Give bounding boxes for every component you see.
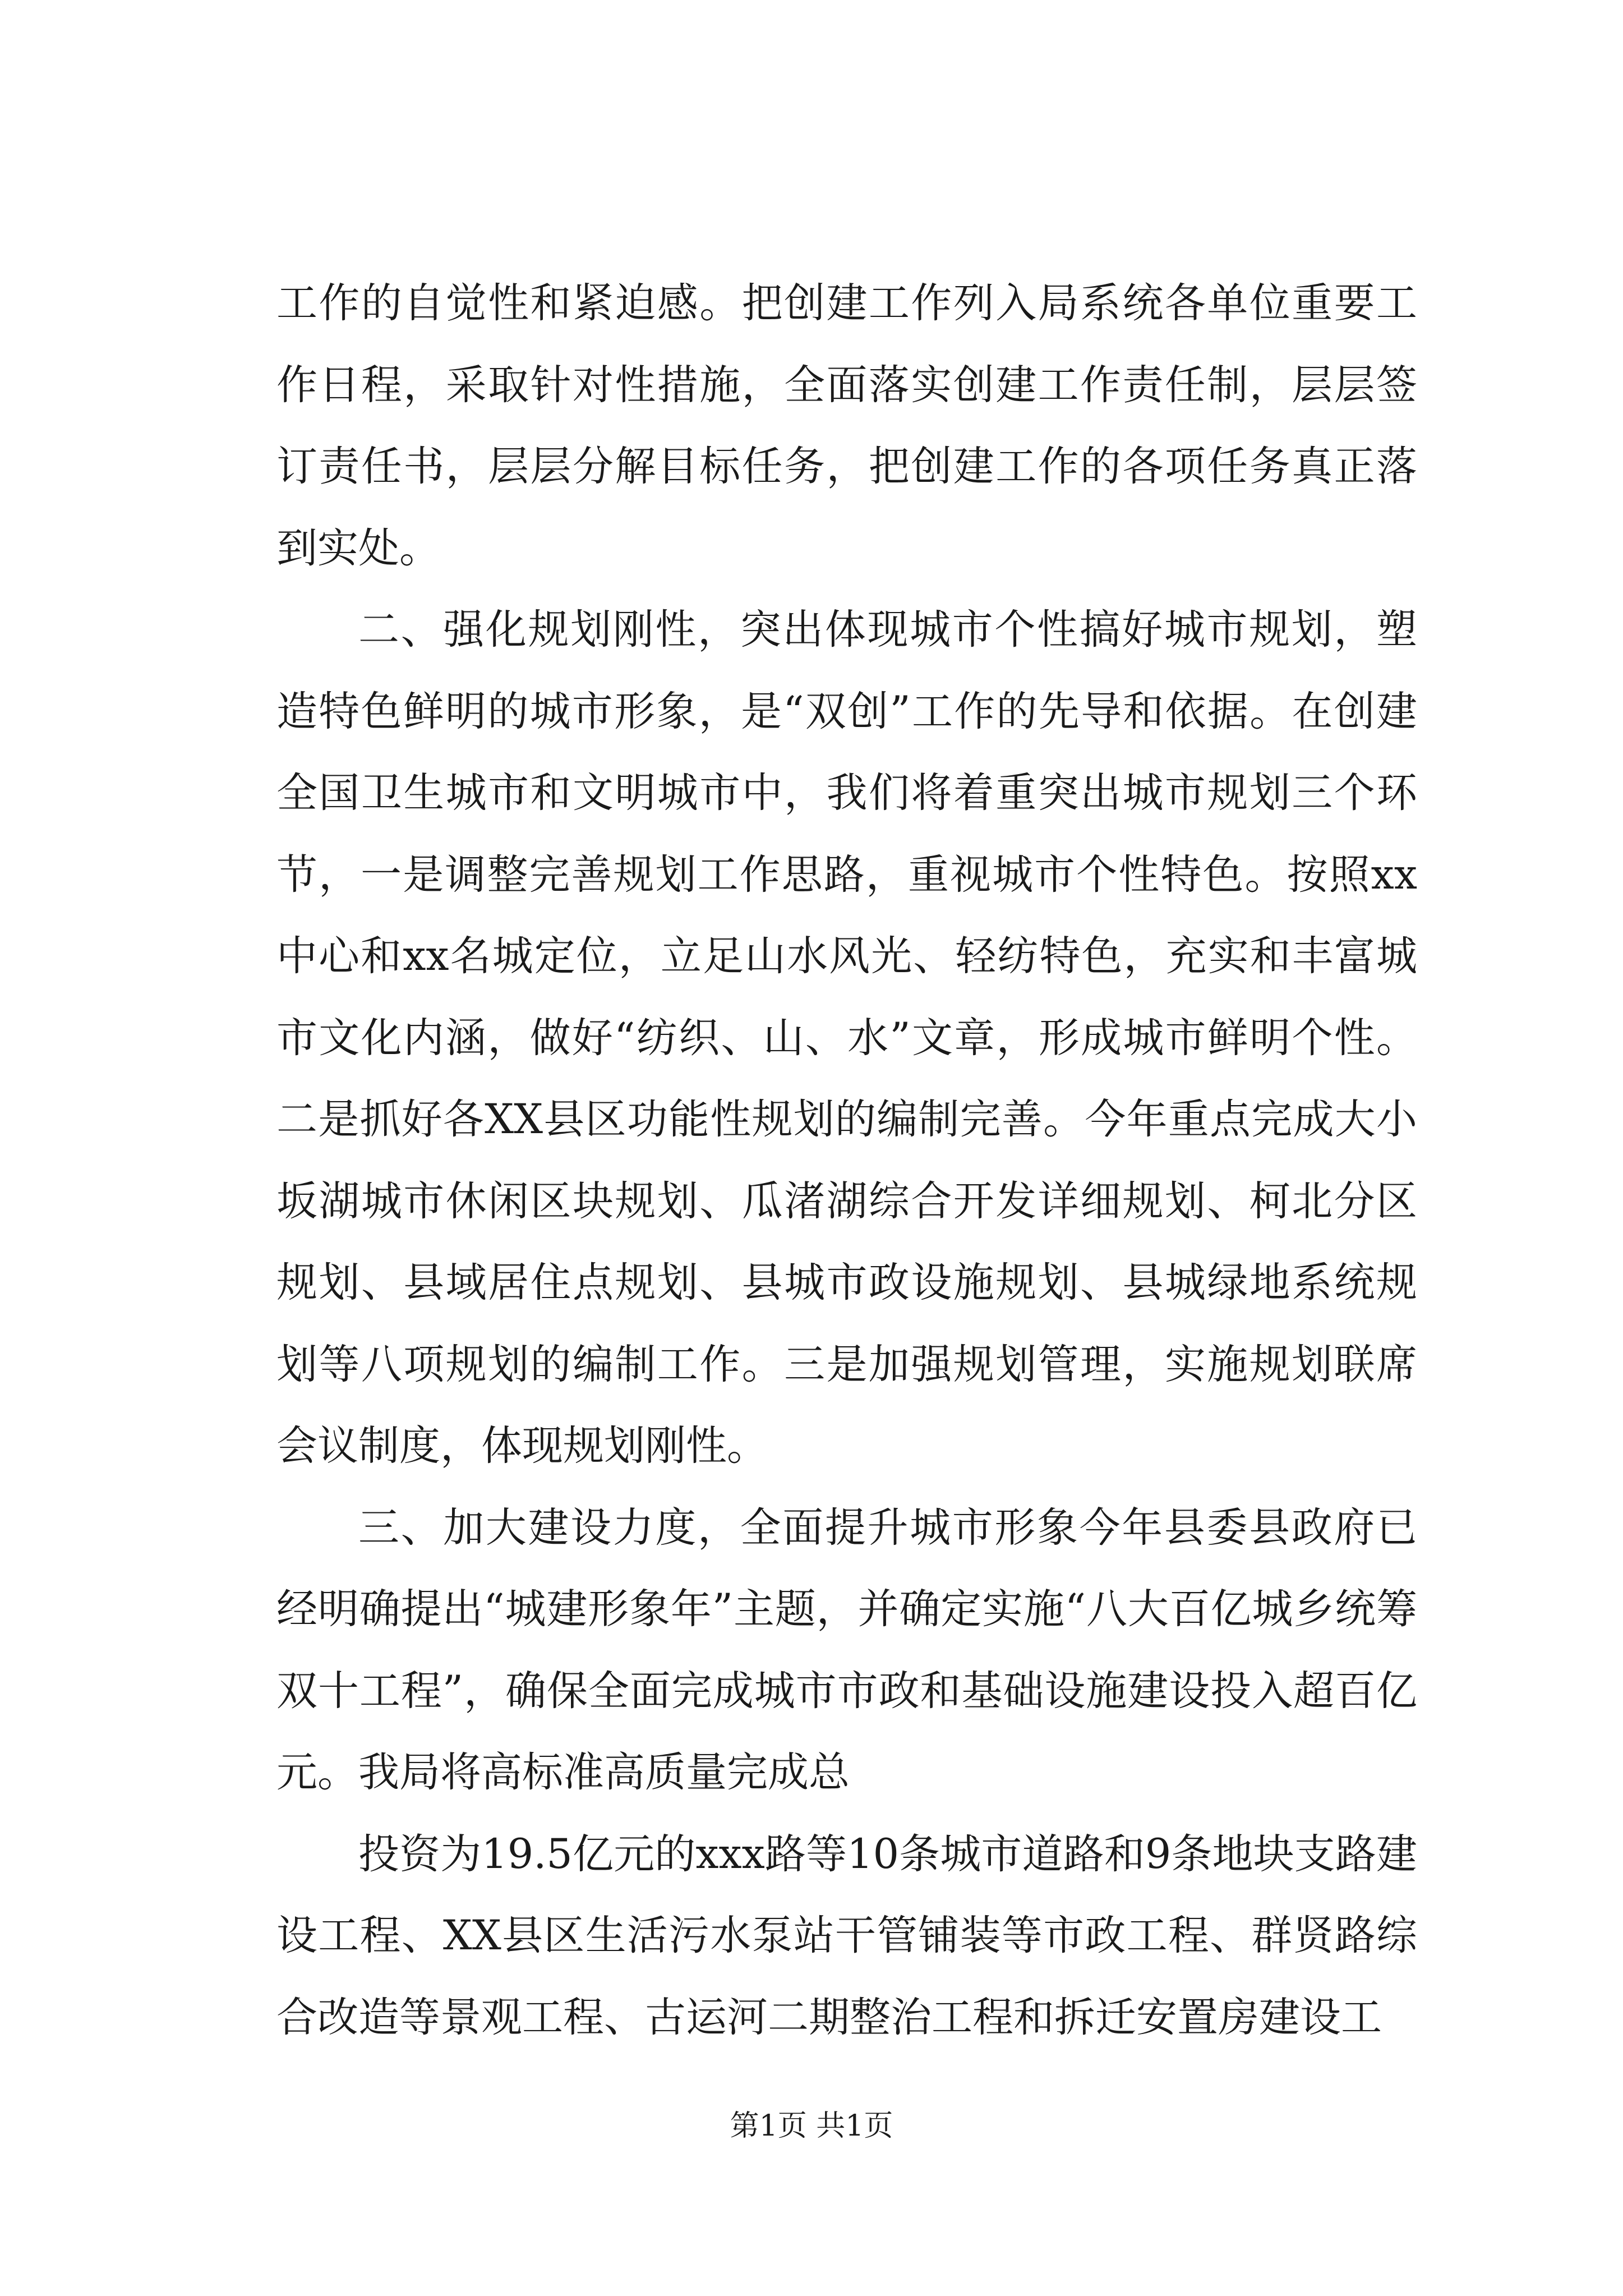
paragraph-4: 投资为19.5亿元的xxx路等10条城市道路和9条地块支路建设工程、XX县区生活污水泵站干管铺装等市政工程、群贤路综合改造等景观工程、古运河二期整治工程和拆迁安置房建设工 [276, 1830, 1417, 2041]
body-text [276, 263, 1417, 2058]
page-footer: 第1页 共1页 [730, 2109, 893, 2143]
paragraph-2: 二、强化规划刚性，突出体现城市个性搞好城市规划，塑造特色鲜明的城市形象，是“双创”工作的先导和依据。在创建全国卫生城市和文明城市中，我们将着重突出城市规划三个环节，一是调整完善规划工作思路，重视城市个性特色。按照xx中心和xx名城定位，立足山水风光、轻纺特色，充实和丰富城市文化内涵，做好“纺织、山、水”文章，形成城市鲜明个性。二是抓好各XX县区功能性规划的编制完善。今年重点完成大小坂湖城市休闲区块规划、瓜渚湖综合开发详细规划、柯北分区规划、县域居住点规划、县城市政设施规划、县城绿地系统规划等八项规划的编制工作。三是加强规划管理，实施规划联席会议制度，体现规划刚性。 [276, 606, 1417, 1470]
paragraph-3: 三、加大建设力度，全面提升城市形象今年县委县政府已经明确提出“城建形象年”主题，并确定实施“八大百亿城乡统筹双十工程”，确保全面完成城市市政和基础设施建设投入超百亿元。我局将高标准高质量完成总 [276, 1503, 1417, 1796]
paragraph-1: 工作的自觉性和紧迫感。把创建工作列入局系统各单位重要工作日程，采取针对性措施，全面落实创建工作责任制，层层签订责任书，层层分解目标任务，把创建工作的各项任务真正落到实处。 [276, 279, 1417, 572]
